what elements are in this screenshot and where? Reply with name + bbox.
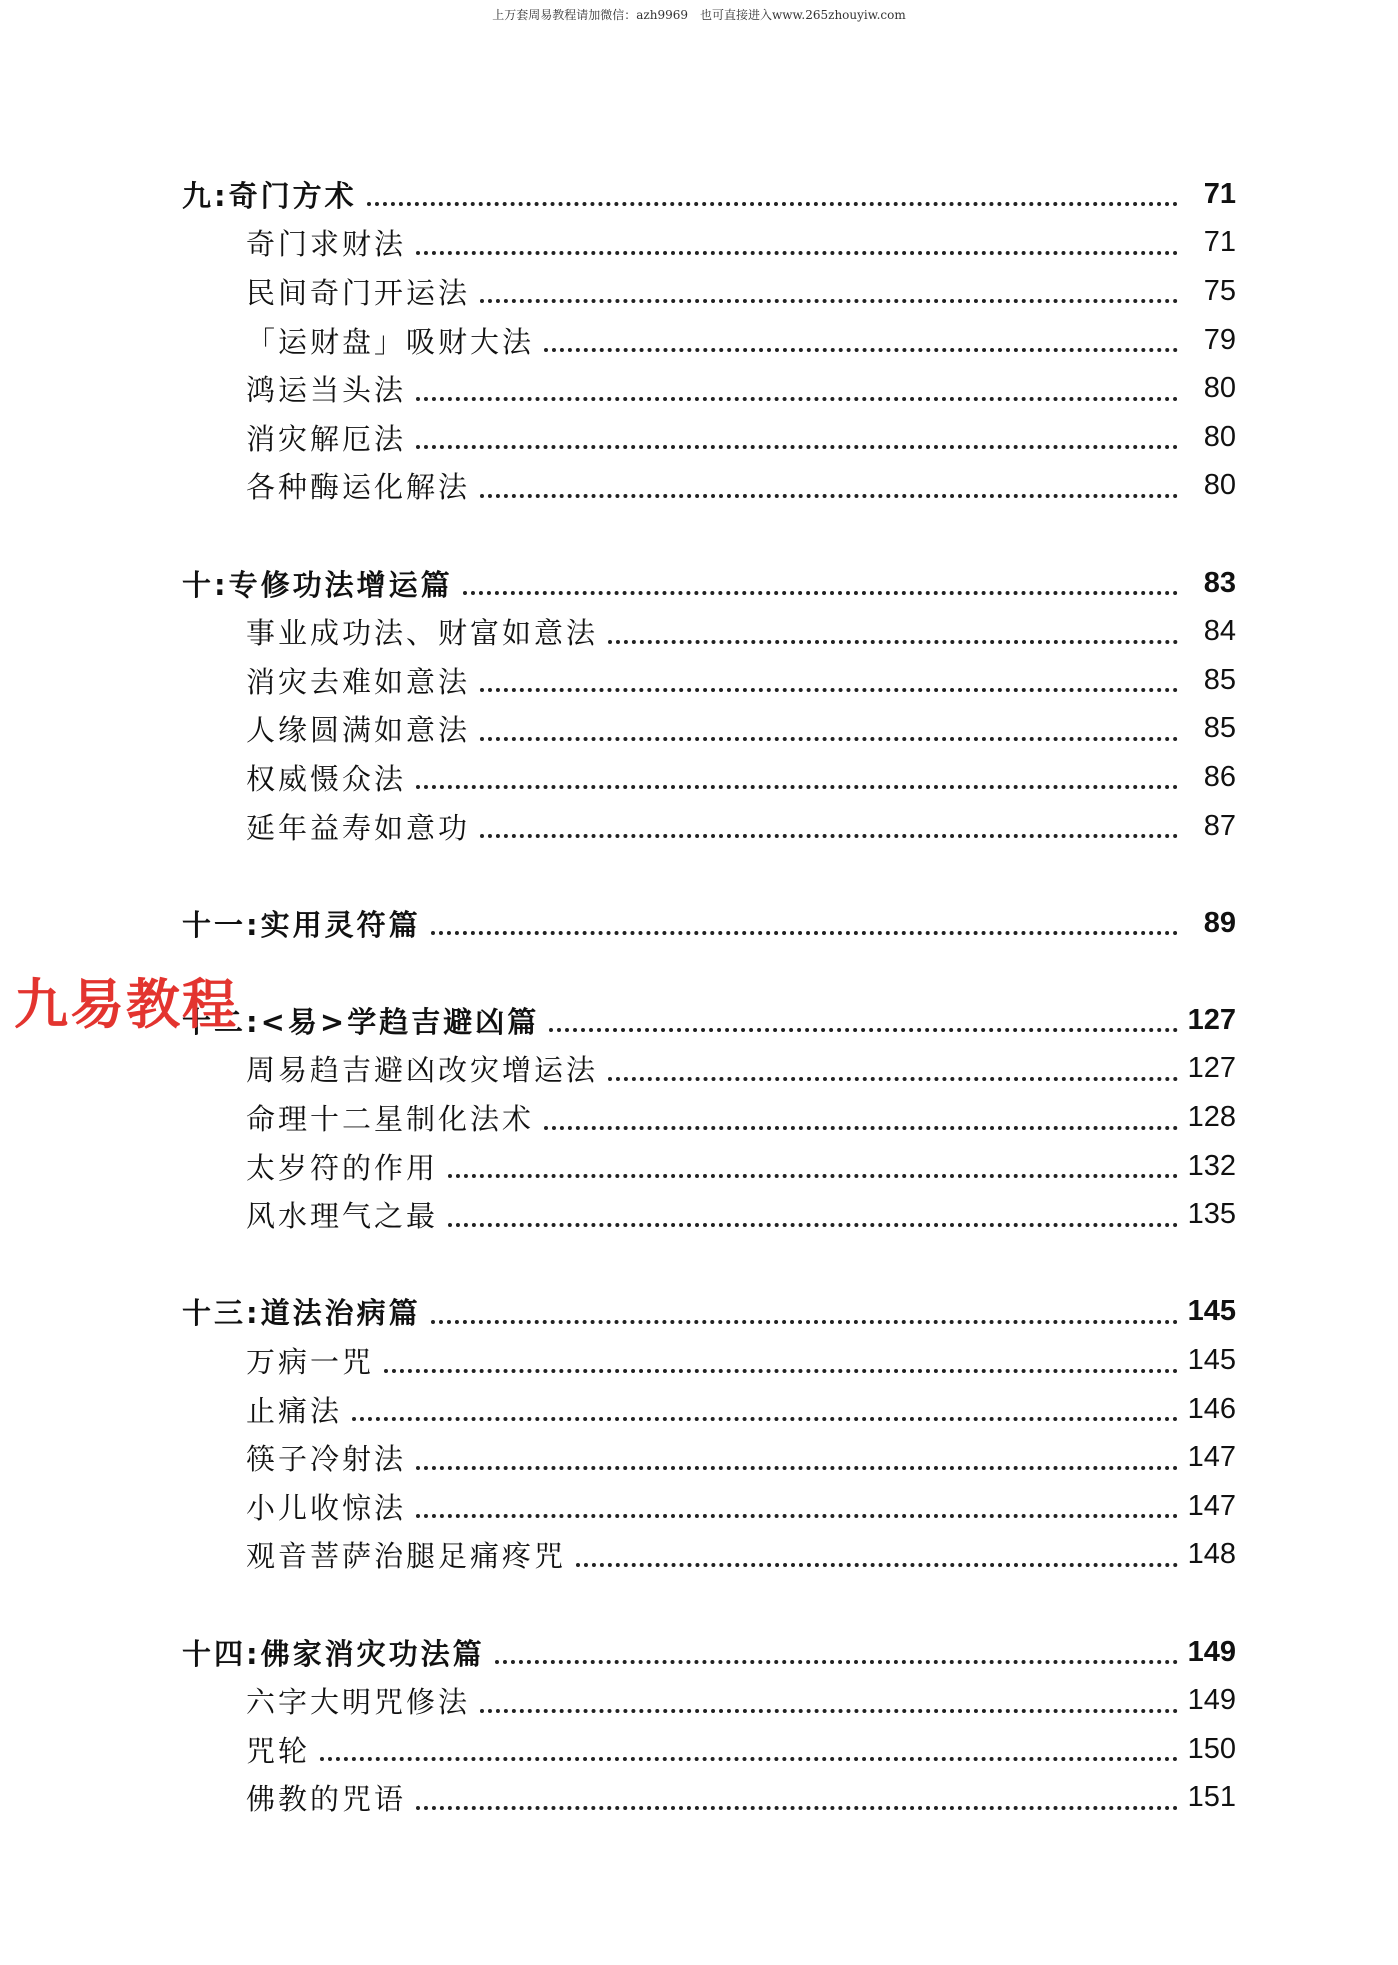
toc-section-heading-page-number: 83: [1203, 566, 1236, 599]
toc-entry[interactable]: [182, 607, 1236, 656]
section-gap: [182, 1239, 1236, 1288]
toc-entry-page-number: 135: [1187, 1198, 1236, 1231]
dot-leader: [576, 1563, 1178, 1567]
toc-entry[interactable]: [182, 753, 1236, 802]
toc-section-heading[interactable]: [182, 170, 1236, 219]
section-gap: [182, 850, 1236, 899]
section-gap: [182, 1579, 1236, 1628]
dot-leader: [480, 1709, 1178, 1713]
dot-leader: [463, 591, 1178, 595]
section-gap: [182, 510, 1236, 559]
dot-leader: [352, 1417, 1178, 1421]
table-of-contents: [182, 170, 1236, 1822]
dot-leader: [320, 1757, 1178, 1761]
toc-entry-page-number: 80: [1203, 469, 1236, 502]
toc-entry-page-number: 86: [1203, 760, 1236, 793]
dot-leader: [448, 1223, 1178, 1227]
toc-section-heading-page-number: 89: [1203, 906, 1236, 939]
toc-entry-page-number: 75: [1203, 274, 1236, 307]
toc-section-heading[interactable]: [182, 1628, 1236, 1677]
toc-entry-page-number: 84: [1203, 615, 1236, 648]
dot-leader: [480, 494, 1178, 498]
dot-leader: [448, 1174, 1178, 1178]
toc-entry[interactable]: [182, 462, 1236, 511]
toc-entry-page-number: 148: [1187, 1538, 1236, 1571]
dot-leader: [544, 348, 1178, 352]
toc-entry-title: 筷子冷射法: [246, 1437, 410, 1478]
toc-entry[interactable]: [182, 364, 1236, 413]
toc-entry[interactable]: [182, 1336, 1236, 1385]
toc-section-heading-title: 十:专修功法增运篇: [182, 563, 457, 604]
toc-entry-title: 六字大明咒修法: [246, 1680, 474, 1721]
toc-entry-page-number: 151: [1187, 1781, 1236, 1814]
toc-section-heading-title: 十一:实用灵符篇: [182, 903, 425, 944]
toc-section-heading-title: 十四:佛家消灾功法篇: [182, 1632, 489, 1673]
toc-entry[interactable]: [182, 1142, 1236, 1191]
toc-entry-page-number: 128: [1187, 1101, 1236, 1134]
toc-entry[interactable]: [182, 1774, 1236, 1823]
toc-entry-title: 小儿收惊法: [246, 1486, 410, 1527]
toc-entry-title: 延年益寿如意功: [246, 806, 474, 847]
dot-leader: [608, 1077, 1178, 1081]
page-header: 上万套周易教程请加微信：azh9969 也可直接进入www.265zhouyiw.com: [492, 8, 906, 22]
dot-leader: [480, 299, 1178, 303]
toc-section-heading[interactable]: [182, 899, 1236, 948]
toc-entry-title: 消灾解厄法: [246, 417, 410, 458]
dot-leader: [431, 931, 1178, 935]
toc-entry[interactable]: [182, 1676, 1236, 1725]
toc-entry[interactable]: [182, 267, 1236, 316]
dot-leader: [416, 1514, 1178, 1518]
dot-leader: [416, 1806, 1178, 1810]
toc-entry-page-number: 147: [1187, 1489, 1236, 1522]
toc-entry[interactable]: [182, 1385, 1236, 1434]
toc-entry[interactable]: [182, 656, 1236, 705]
toc-entry-title: 太岁符的作用: [246, 1146, 442, 1187]
dot-leader: [480, 737, 1178, 741]
toc-entry-title: 消灾去难如意法: [246, 660, 474, 701]
toc-entry[interactable]: [182, 316, 1236, 365]
toc-section-heading[interactable]: [182, 996, 1236, 1045]
toc-entry-title: 权威慑众法: [246, 757, 410, 798]
dot-leader: [416, 397, 1178, 401]
dot-leader: [384, 1369, 1178, 1373]
toc-entry[interactable]: [182, 413, 1236, 462]
toc-entry-title: 观音菩萨治腿足痛疼咒: [246, 1534, 570, 1575]
toc-entry[interactable]: [182, 705, 1236, 754]
toc-entry-page-number: 87: [1203, 809, 1236, 842]
toc-entry-title: 万病一咒: [246, 1340, 378, 1381]
dot-leader: [416, 785, 1178, 789]
dot-leader: [416, 251, 1178, 255]
toc-entry-title: 命理十二星制化法术: [246, 1097, 538, 1138]
toc-section-heading-title: 九:奇门方术: [182, 174, 361, 215]
toc-entry[interactable]: [182, 1093, 1236, 1142]
toc-entry-title: 民间奇门开运法: [246, 271, 474, 312]
toc-section-heading-title: 十二:<易>学趋吉避凶篇: [182, 1000, 543, 1041]
toc-entry-page-number: 85: [1203, 663, 1236, 696]
toc-entry-title: 佛教的咒语: [246, 1777, 410, 1818]
toc-entry-title: 风水理气之最: [246, 1194, 442, 1235]
dot-leader: [431, 1320, 1178, 1324]
dot-leader: [495, 1660, 1178, 1664]
dot-leader: [416, 445, 1178, 449]
toc-section-heading-title: 十三:道法治病篇: [182, 1291, 425, 1332]
toc-entry-title: 鸿运当头法: [246, 368, 410, 409]
toc-entry[interactable]: [182, 1190, 1236, 1239]
toc-entry-page-number: 127: [1187, 1052, 1236, 1085]
toc-section-heading-page-number: 127: [1187, 1003, 1236, 1036]
toc-entry[interactable]: [182, 1531, 1236, 1580]
toc-entry-page-number: 146: [1187, 1392, 1236, 1425]
toc-entry-page-number: 80: [1203, 420, 1236, 453]
toc-entry-title: 咒轮: [246, 1729, 314, 1770]
toc-entry-title: 人缘圆满如意法: [246, 708, 474, 749]
toc-entry-title: 止痛法: [246, 1389, 346, 1430]
toc-entry-title: 各种酶运化解法: [246, 465, 474, 506]
dot-leader: [608, 640, 1178, 644]
toc-entry-title: 奇门求财法: [246, 222, 410, 263]
toc-entry[interactable]: [182, 1045, 1236, 1094]
dot-leader: [367, 202, 1178, 206]
dot-leader: [480, 834, 1178, 838]
toc-entry-page-number: 80: [1203, 372, 1236, 405]
section-gap: [182, 948, 1236, 997]
toc-entry[interactable]: [182, 1725, 1236, 1774]
toc-entry-page-number: 85: [1203, 712, 1236, 745]
dot-leader: [416, 1466, 1178, 1470]
toc-entry-page-number: 71: [1203, 226, 1236, 259]
dot-leader: [549, 1028, 1178, 1032]
toc-section-heading-page-number: 71: [1203, 177, 1236, 210]
toc-section-heading-page-number: 145: [1187, 1295, 1236, 1328]
toc-entry-page-number: 147: [1187, 1441, 1236, 1474]
toc-section-heading-page-number: 149: [1187, 1635, 1236, 1668]
toc-entry-page-number: 150: [1187, 1732, 1236, 1765]
dot-leader: [480, 688, 1178, 692]
toc-entry-title: 「运财盘」吸财大法: [246, 320, 538, 361]
toc-entry-title: 周易趋吉避凶改灾增运法: [246, 1048, 602, 1089]
toc-entry[interactable]: [182, 1433, 1236, 1482]
toc-entry-page-number: 149: [1187, 1684, 1236, 1717]
toc-entry[interactable]: [182, 802, 1236, 851]
dot-leader: [544, 1126, 1178, 1130]
toc-entry-page-number: 132: [1187, 1149, 1236, 1182]
toc-entry-title: 事业成功法、财富如意法: [246, 611, 602, 652]
toc-entry[interactable]: [182, 219, 1236, 268]
toc-entry-page-number: 79: [1203, 323, 1236, 356]
watermark-logo: 九易教程: [14, 973, 238, 1036]
toc-section-heading[interactable]: [182, 559, 1236, 608]
toc-section-heading[interactable]: [182, 1288, 1236, 1337]
toc-entry[interactable]: [182, 1482, 1236, 1531]
toc-entry-page-number: 145: [1187, 1344, 1236, 1377]
